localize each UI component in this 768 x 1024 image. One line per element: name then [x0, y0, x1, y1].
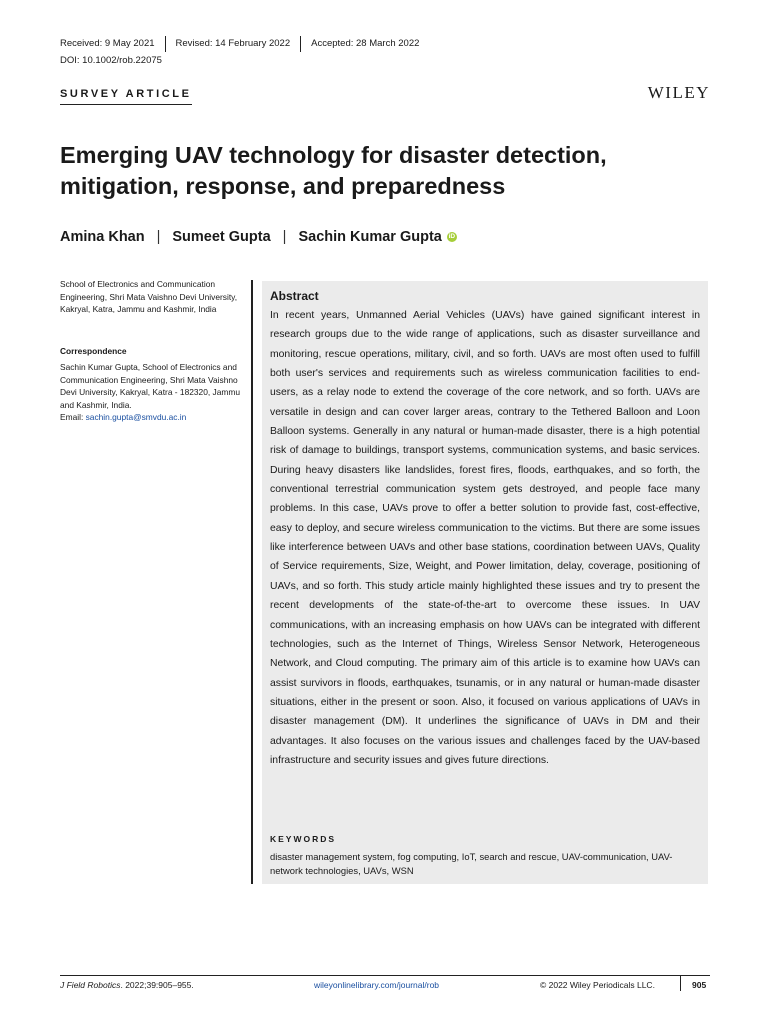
author-name[interactable]: Amina Khan: [60, 229, 145, 245]
journal-citation: [60, 980, 194, 990]
revised-date: Revised: 14 February 2022: [165, 36, 301, 52]
publisher-logo[interactable]: WILEY: [647, 83, 710, 102]
paper-title: Emerging UAV technology for disaster detection, mitigation, response, and preparedness: [60, 142, 607, 199]
copyright: © 2022 Wiley Periodicals LLC.: [540, 980, 655, 990]
author-separator: |: [156, 229, 161, 245]
email-label: Email:: [60, 412, 86, 423]
correspondence-address: Sachin Kumar Gupta, School of Electronics and Communication Engineering, Shri Mata Vaishno Devi University, Kakryal, Katra - 182320, Jammu and Kashmir, India.: [60, 362, 240, 410]
affiliation: School of Electronics and Communication Engineering, Shri Mata Vaishno Devi University, Kakryal, Katra, Jammu and Kashmir, India: [60, 279, 238, 315]
received-date: Received: 9 May 2021: [60, 38, 155, 49]
article-type: SURVEY ARTICLE: [60, 88, 192, 105]
journal-url-link[interactable]: wileyonlinelibrary.com/journal/rob: [314, 980, 440, 990]
accepted-date: Accepted: 28 March 2022: [300, 36, 429, 52]
email-link[interactable]: sachin.gupta@smvdu.ac.in: [85, 412, 187, 423]
keywords-text: disaster management system, fog computing, IoT, search and rescue, UAV-communication, UAV-network technologies, UAVs, WSN: [270, 851, 673, 876]
footer-divider: [60, 975, 710, 976]
doi[interactable]: DOI: 10.1002/rob.22075: [60, 55, 162, 66]
publication-dates: [60, 36, 429, 52]
author-name[interactable]: Sachin Kumar Gupta: [298, 229, 442, 245]
correspondence-heading: Correspondence: [60, 346, 127, 356]
author-list: [60, 229, 457, 245]
journal-details: . 2022;39:905–955.: [120, 980, 194, 990]
page-number: 905: [692, 980, 707, 990]
keywords-heading: KEYWORDS: [270, 834, 337, 844]
journal-name: J Field Robotics: [60, 980, 121, 990]
author-name[interactable]: Sumeet Gupta: [172, 229, 271, 245]
column-divider: [251, 280, 253, 884]
footer-separator: [680, 975, 681, 991]
author-separator: |: [282, 229, 287, 245]
correspondence-text: [60, 361, 245, 424]
abstract-heading: Abstract: [270, 289, 319, 303]
abstract-text: In recent years, Unmanned Aerial Vehicles (UAVs) have gained significant interest in research groups due to the wide range of applications, such as disaster surveillance and monitoring, rescue operations, military, civil, and so forth. UAVs are most often used to fulfill both user's services and requirements such as wireless communication facilities to end-users, as a relay node to extend the coverage of the core network, and so forth. UAVs are versatile in design and can cover larger areas, contrary to the Tethered Balloon and Loon Balloon systems. Generally in any natural or human-made disaster, there is a high potential risk of damage to buildings, transport systems, communication systems, and basic services. During heavy disasters like landslides, forest fires, floods, earthquakes, and so forth, the conventional terrestrial communication system gets destroyed, and people face many problems. In this case, UAVs prove to offer a better solution to provide fast, cost-effective, easy to deploy, and secure wireless communication to the victims. But there are some issues like interference between UAVs and other base stations, coordination between UAVs, Quality of Service requirements, Size, Weight, and Power limitation, delay, coverage, positioning of UAVs, and so forth. This study article mainly highlighted these issues and try to present the recent developments of the state-of-the-art to overcome these issues. In UAV communications, with an increasing emphasis on how UAVs can be integrated with different technologies, such as the Internet of Things, Wireless Sensor Network, Heterogeneous Network, and Cloud computing. The primary aim of this article is to examine how UAVs can assist survivors in floods, earthquakes, tsunamis, or in any natural or human-made disaster situations, either in the present or soon. Also, it focused on various applications of UAVs in disaster management (DM). It underlines the significance of UAVs in DM and their advantages. It also focuses on the various issues and challenges faced by the UAV-based infrastructure and security issues and gives future directions.: [270, 310, 700, 766]
orcid-icon[interactable]: iD: [448, 233, 456, 240]
